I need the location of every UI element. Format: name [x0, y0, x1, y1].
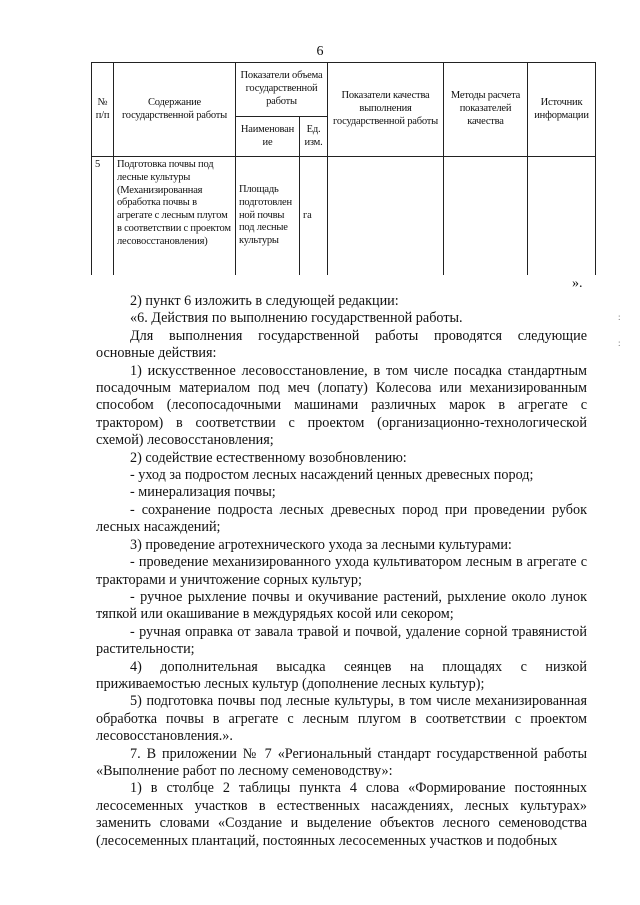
- header-content: Содержание государственной работы: [114, 63, 236, 157]
- paragraph: 1) искусственное лесовосстановление, в том числе посадка стандартным посадочным материалом под меч (лопату) Колесова или механизированным способом (лесопосадочными машинами различных марок в агрегате с трактором) в соответствии с проектом (организационно-технологической схемой) лесовосстановления;: [96, 362, 587, 449]
- paragraph: 7. В приложении № 7 «Региональный стандарт государственной работы «Выполнение работ по лесному семеноводству»:: [96, 745, 587, 779]
- list-item: - проведение механизированного ухода культиватором лесным в агрегате с тракторами и уничтожение сорных культур;: [96, 554, 587, 588]
- header-volume-unit: Ед. изм.: [300, 117, 328, 157]
- paragraph: 5) подготовка почвы под лесные культуры, в том числе механизированная обработка почвы в агрегате с лесным плугом в соответствии с проектом лесовосстановления.».: [96, 693, 587, 745]
- header-volume-name: Наименован ие: [236, 117, 300, 157]
- paragraph: 2) содействие естественному возобновлению:: [130, 449, 407, 466]
- row-quality: [328, 157, 444, 276]
- header-volume-group: Показатели объема государственной работы: [236, 63, 328, 117]
- list-item: - ручное рыхление почвы и окучивание растений, рыхление около лунок тяпкой или окашивание в междурядьях косой или секором;: [96, 588, 587, 623]
- paragraph: «6. Действия по выполнению государственной работы.: [130, 310, 463, 327]
- list-item: - ручная оправка от завала травой и почвой, удаление сорной травянистой растительности;: [96, 623, 587, 658]
- document-body: [96, 293, 587, 850]
- row-num: 5: [92, 157, 114, 276]
- header-source: Источник информации: [528, 63, 596, 157]
- paragraph: Для выполнения государственной работы проводятся следующие основные действия:: [96, 327, 587, 362]
- margin-mark: :: [618, 312, 621, 322]
- row-source: [528, 157, 596, 276]
- row-volume-name: Площадь подготовлен ной почвы под лесные культуры: [236, 157, 300, 276]
- table-closing-quote: ».: [572, 276, 583, 291]
- row-methods: [444, 157, 528, 276]
- header-num: № п/п: [92, 63, 114, 157]
- paragraph: 3) проведение агротехнического ухода за лесными культурами:: [130, 536, 512, 553]
- row-volume-unit: га: [300, 157, 328, 276]
- paragraph: 4) дополнительная высадка сеянцев на площадях с низкой приживаемостью лесных культур (дополнение лесных культур);: [96, 658, 587, 692]
- list-item: - уход за подростом лесных насаждений ценных древесных пород;: [130, 467, 534, 484]
- paragraph: 2) пункт 6 изложить в следующей редакции:: [130, 293, 399, 309]
- list-item: - сохранение подроста лесных древесных пород при проведении рубок лесных насаждений;: [96, 501, 587, 536]
- page-number: 6: [316, 44, 324, 59]
- row-content: Подготовка почвы под лесные культуры (Механизированная обработка почвы в агрегате с лесным плугом в соответствии с проектом лесовосстановления): [114, 157, 236, 276]
- header-quality: Показатели качества выполнения государственной работы: [328, 63, 444, 157]
- paragraph: 1) в столбце 2 таблицы пункта 4 слова «Формирование постоянных лесосеменных участков в естественных насаждениях, лесных культурах» заменить словами «Создание и выделение объектов лесного семеноводства (лесосеменных плантаций, постоянных лесосеменных участков и подобных: [96, 780, 587, 849]
- table-row: [92, 157, 596, 276]
- header-methods: Методы расчета показателей качества: [444, 63, 528, 157]
- margin-mark: :: [618, 338, 621, 348]
- list-item: - минерализация почвы;: [130, 484, 276, 501]
- standard-table: [91, 62, 596, 275]
